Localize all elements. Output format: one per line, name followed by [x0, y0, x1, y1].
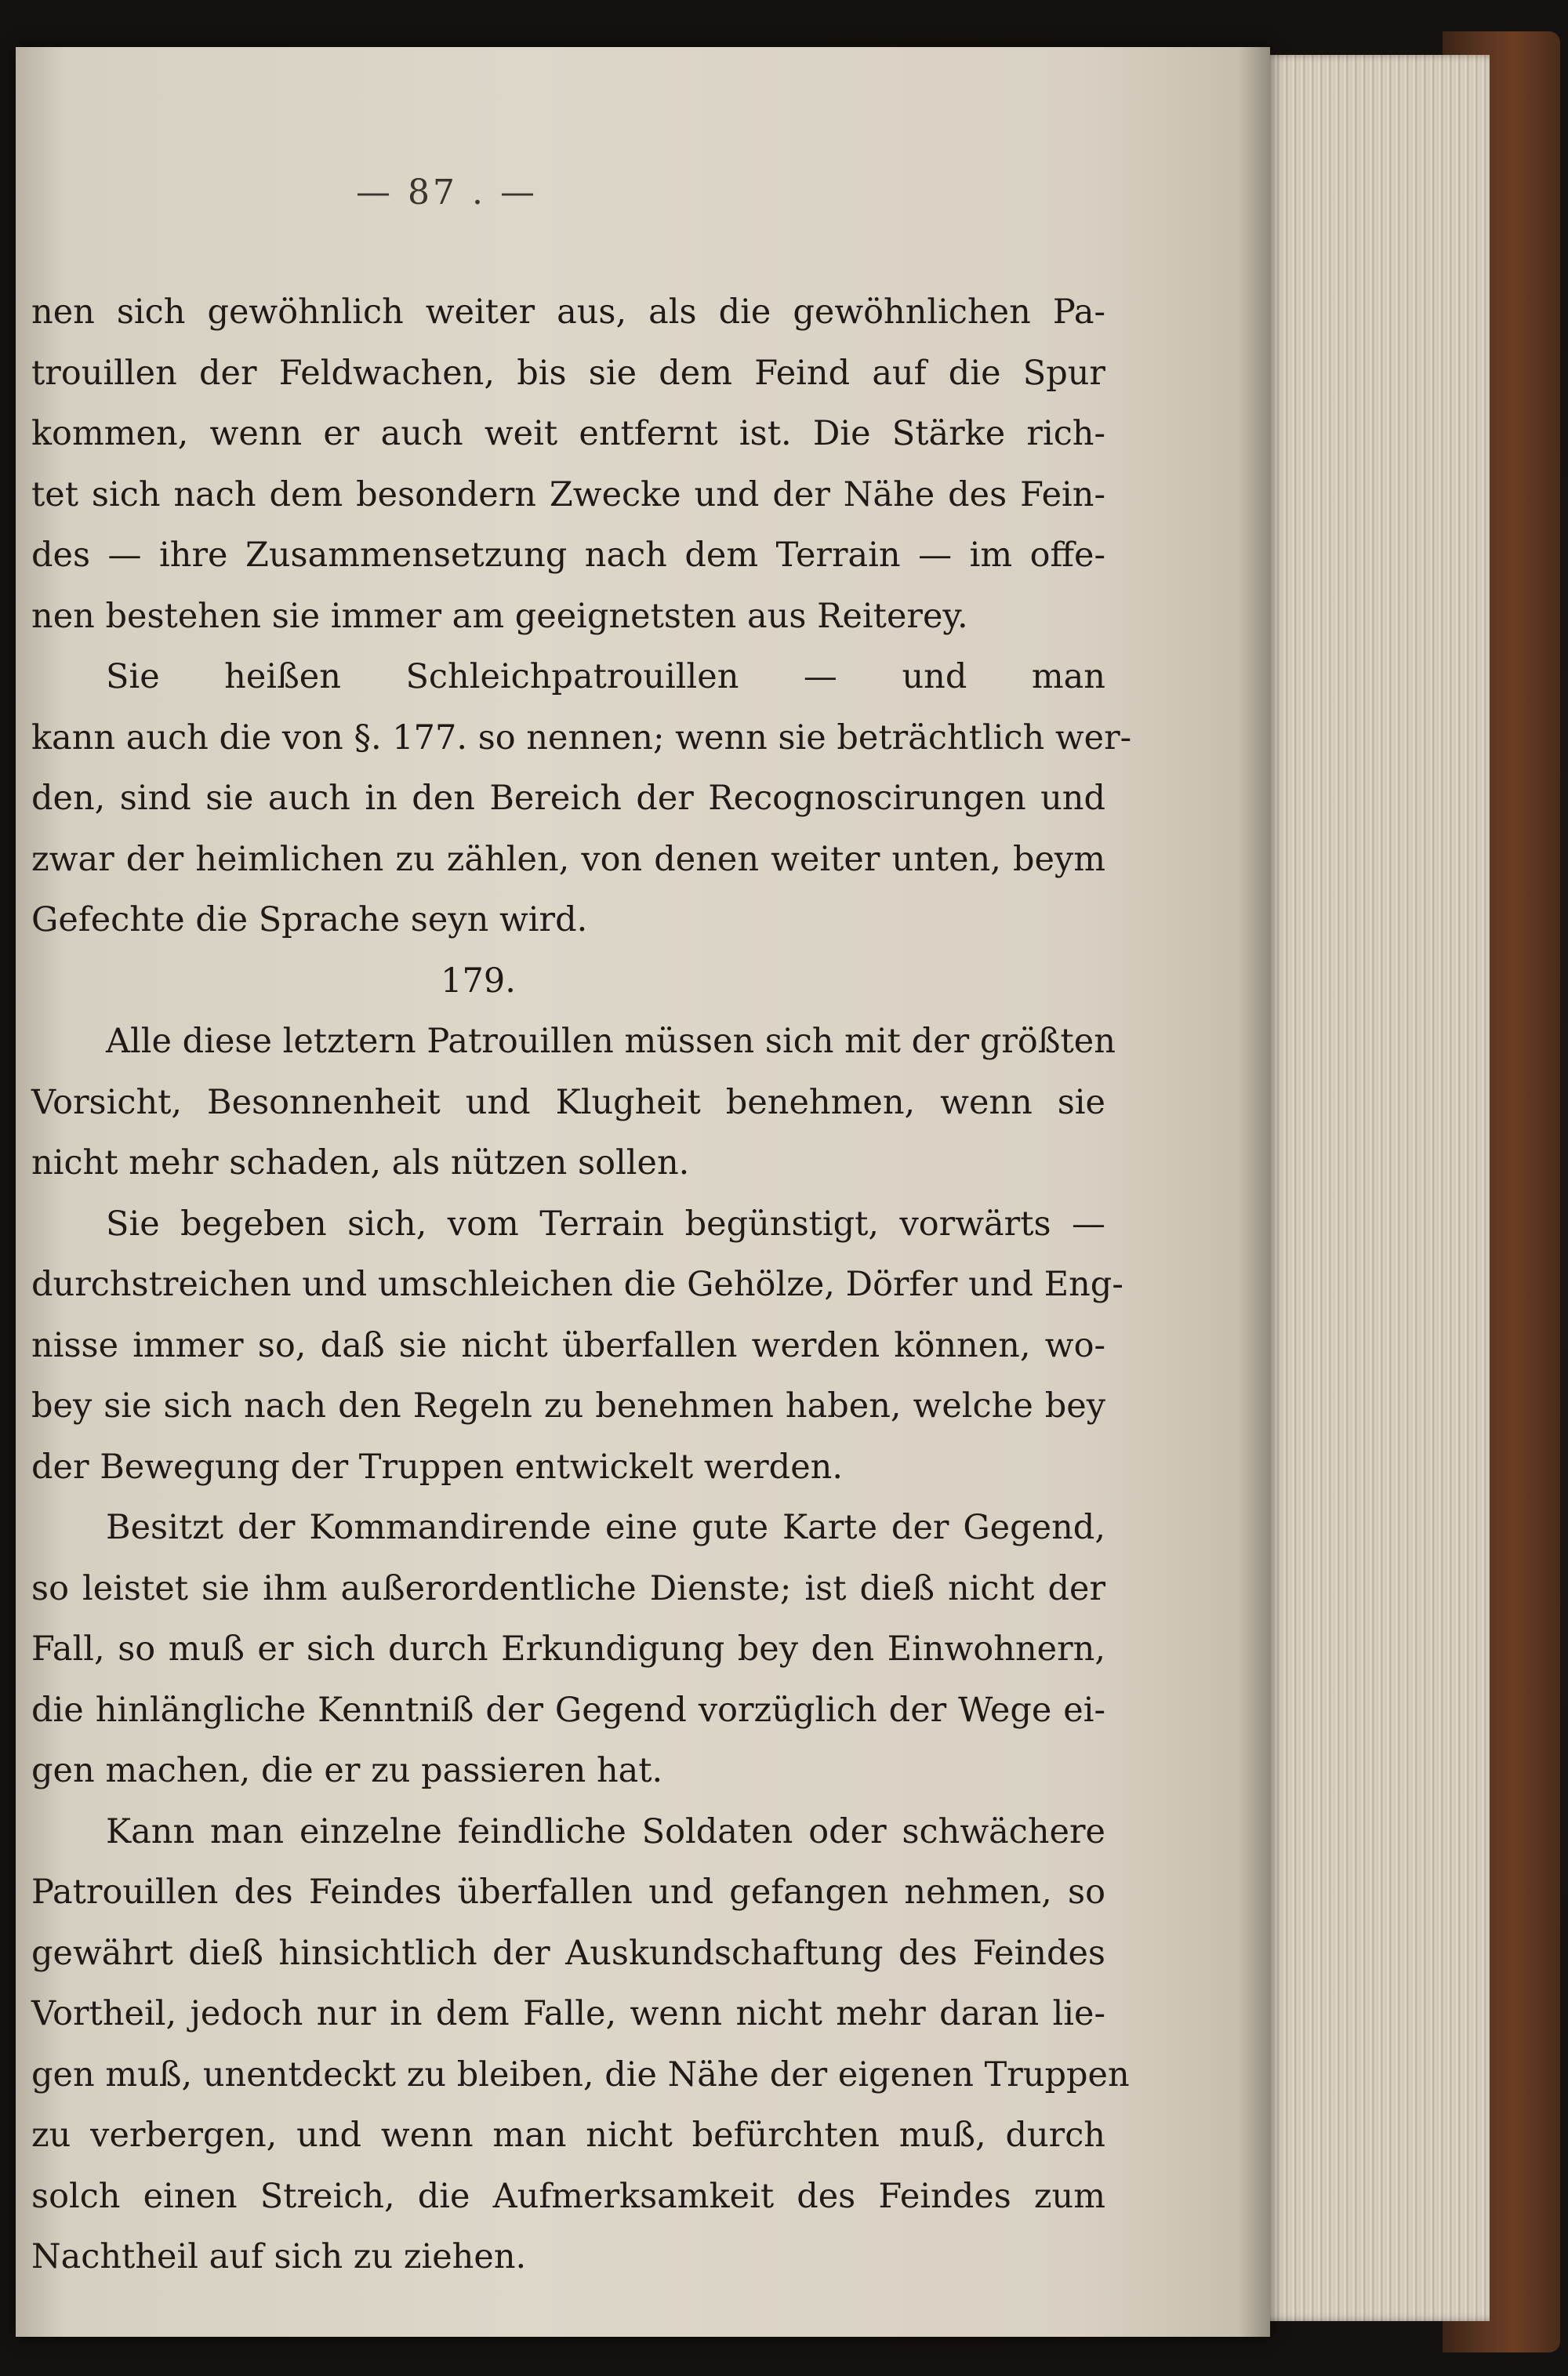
book-page: [16, 47, 1270, 2337]
text-line: Patrouillen des Feindes überfallen und gefangen nehmen, so: [31, 1873, 1105, 1912]
text-line: trouillen der Feldwachen, bis sie dem Feind auf die Spur: [31, 353, 1105, 393]
text-line: 179.: [441, 961, 516, 1001]
text-line: des — ihre Zusammensetzung nach dem Terrain — im offe-: [31, 536, 1105, 575]
text-line: Nachtheil auf sich zu ziehen.: [31, 2237, 527, 2276]
text-line: nen bestehen sie immer am geeignetsten aus Reiterey.: [31, 596, 968, 636]
text-line: gewährt dieß hinsichtlich der Auskundschaftung des Feindes: [31, 1933, 1105, 1973]
page-text: [31, 282, 1132, 2288]
text-line: solch einen Streich, die Aufmerksamkeit des Feindes zum: [31, 2176, 1105, 2216]
text-line: gen muß, unentdeckt zu bleiben, die Nähe der eigenen Truppen: [31, 2054, 1130, 2094]
text-line: Vorsicht, Besonnenheit und Klugheit benehmen, wenn sie: [31, 1082, 1105, 1122]
page-edges: [1254, 55, 1490, 2321]
text-line: bey sie sich nach den Regeln zu benehmen haben, welche bey: [31, 1386, 1105, 1426]
text-line: Gefechte die Sprache seyn wird.: [31, 900, 588, 939]
text-line: tet sich nach dem besondern Zwecke und der Nähe des Fein-: [31, 474, 1105, 514]
text-line: der Bewegung der Truppen entwickelt werden.: [31, 1447, 844, 1487]
text-line: durchstreichen und umschleichen die Gehölze, Dörfer und Eng-: [31, 1265, 1123, 1304]
text-line: zwar der heimlichen zu zählen, von denen weiter unten, beym: [31, 839, 1105, 879]
text-line: Kann man einzelne feindliche Soldaten oder schwächere: [106, 1811, 1105, 1851]
text-line: Fall, so muß er sich durch Erkundigung bey den Einwohnern,: [31, 1629, 1105, 1669]
text-line: nen sich gewöhnlich weiter aus, als die gewöhnlichen Pa-: [31, 292, 1105, 332]
text-line: kommen, wenn er auch weit entfernt ist. Die Stärke rich-: [31, 414, 1105, 453]
text-line: den, sind sie auch in den Bereich der Recognoscirungen und: [31, 779, 1105, 818]
text-line: zu verbergen, und wenn man nicht befürchten muß, durch: [31, 2116, 1105, 2155]
text-line: die hinlängliche Kenntniß der Gegend vorzüglich der Wege ei-: [31, 1690, 1105, 1730]
text-line: Alle diese letztern Patrouillen müssen sich mit der größten: [106, 1022, 1116, 1061]
text-line: kann auch die von §. 177. so nennen; wenn sie beträchtlich wer-: [31, 718, 1132, 757]
text-line: Vortheil, jedoch nur in dem Falle, wenn nicht mehr daran lie-: [31, 1994, 1105, 2033]
text-line: Besitzt der Kommandirende eine gute Karte der Gegend,: [106, 1508, 1105, 1547]
text-line: Sie heißen Schleichpatrouillen — und man: [106, 657, 1105, 696]
text-line: nicht mehr schaden, als nützen sollen.: [31, 1143, 690, 1183]
text-line: so leistet sie ihm außerordentliche Dienste; ist dieß nicht der: [31, 1568, 1105, 1608]
page-header: — 87 . —: [356, 173, 538, 213]
text-line: gen machen, die er zu passieren hat.: [31, 1751, 663, 1790]
text-line: Sie begeben sich, vom Terrain begünstigt, vorwärts —: [106, 1204, 1105, 1244]
text-line: nisse immer so, daß sie nicht überfallen werden können, wo-: [31, 1325, 1105, 1365]
